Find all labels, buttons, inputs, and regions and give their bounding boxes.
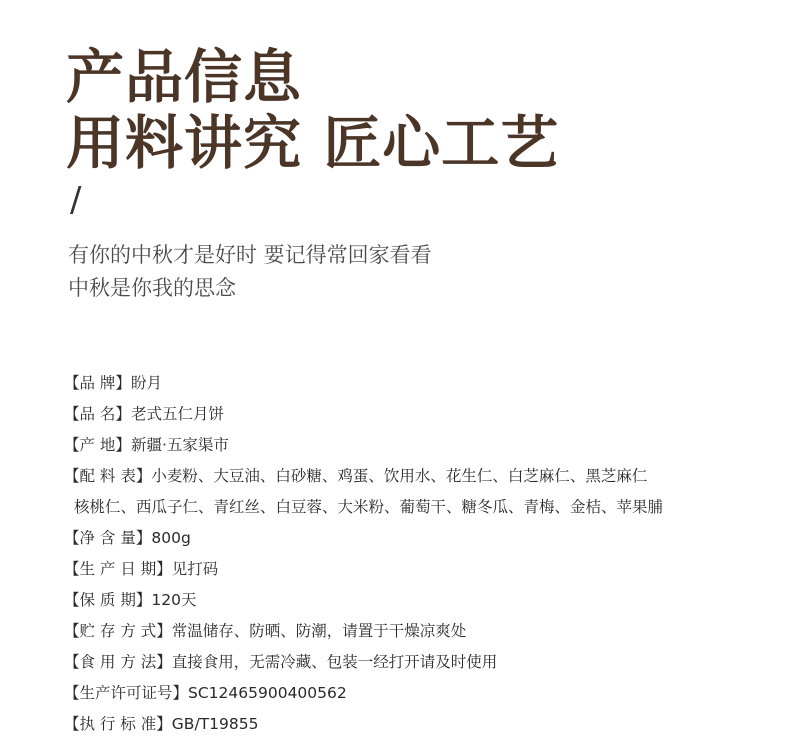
spec-value: 新疆·五家渠市 [130, 436, 229, 454]
spec-label: 【净 含 量】 [64, 529, 152, 547]
spec-value: 小麦粉、大豆油、白砂糖、鸡蛋、饮用水、花生仁、白芝麻仁、黑芝麻仁 [151, 467, 648, 485]
spec-row-origin [64, 430, 784, 461]
spec-row-brand [64, 368, 784, 399]
spec-row-net-content [64, 523, 784, 554]
spec-value: SC12465900400562 [188, 684, 347, 702]
spec-row-name [64, 399, 784, 430]
spec-row-storage [64, 616, 784, 647]
spec-value: 盼月 [130, 374, 162, 392]
spec-value: 常温储存、防晒、防潮，请置于干燥凉爽处 [171, 622, 467, 640]
spec-label: 【贮 存 方 式】 [64, 622, 172, 640]
page-subtitle-heading: 用料讲究 匠心工艺 [66, 109, 560, 177]
spec-label: 【生产许可证号】 [64, 684, 189, 702]
spec-label: 【食 用 方 法】 [64, 653, 172, 671]
page-title: 产品信息 [66, 43, 303, 111]
spec-row-usage [64, 647, 784, 678]
spec-value: 800g [151, 529, 191, 547]
spec-value: 120天 [151, 591, 197, 609]
slash-divider: / [70, 180, 82, 220]
spec-row-ingredients [64, 461, 784, 492]
tagline-line-1: 有你的中秋才是好时 要记得常回家看看 [68, 243, 432, 267]
spec-label: 【品 名】 [64, 405, 131, 423]
spec-value: 直接食用，无需冷藏、包装一经打开请及时使用 [171, 653, 498, 671]
spec-label: 【配 料 表】 [64, 467, 152, 485]
spec-label: 【产 地】 [64, 436, 131, 454]
spec-row-standard [64, 709, 784, 740]
spec-label: 【保 质 期】 [64, 591, 152, 609]
spec-label: 【生 产 日 期】 [64, 560, 172, 578]
spec-value: 见打码 [171, 560, 219, 578]
spec-value: 核桃仁、西瓜子仁、青红丝、白豆蓉、大米粉、葡萄干、糖冬瓜、青梅、金桔、苹果脯 [74, 498, 664, 516]
product-spec-list [64, 368, 784, 740]
spec-row-shelf-life [64, 585, 784, 616]
spec-value: GB/T19855 [171, 715, 259, 733]
spec-value: 老式五仁月饼 [130, 405, 224, 423]
spec-row-ingredients-continued [64, 492, 784, 523]
spec-row-license [64, 678, 784, 709]
spec-row-production-date [64, 554, 784, 585]
spec-label: 【品 牌】 [64, 374, 131, 392]
tagline-line-2: 中秋是你我的思念 [68, 276, 236, 300]
spec-label: 【执 行 标 准】 [64, 715, 172, 733]
